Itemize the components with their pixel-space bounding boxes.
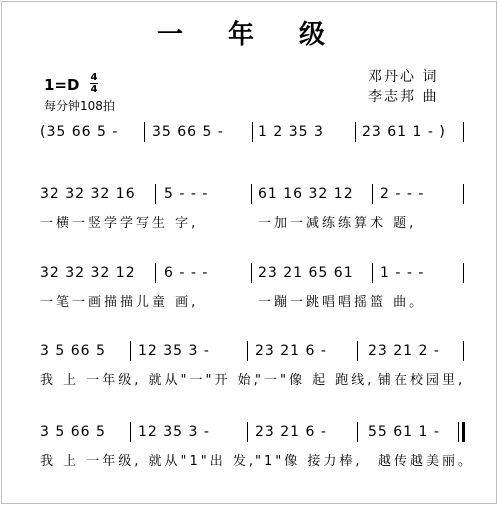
measure-4-3: 23 21 6 - bbox=[255, 343, 327, 359]
lyric-3-2: 一蹦一跳唱唱摇篮 曲。 bbox=[258, 295, 426, 310]
measure-2-1: 32 32 32 16 bbox=[40, 186, 136, 202]
measure-2-2: 5 - - - bbox=[164, 186, 209, 202]
measure-4-4: 23 21 2 - bbox=[368, 343, 440, 359]
lyric-5-3: 越传越美丽。 bbox=[378, 454, 475, 469]
lyric-4-3: 铺在校园里, bbox=[378, 373, 466, 388]
lyric-3-1: 一笔一画描描儿童 画, bbox=[40, 295, 199, 310]
key-signature: 1=D bbox=[44, 76, 80, 94]
lyric-2-1: 一横一竖学学写生 字, bbox=[40, 216, 199, 231]
measure-3-3: 23 21 65 61 bbox=[258, 265, 354, 281]
measure-5-3: 23 21 6 - bbox=[255, 424, 327, 440]
measure-1-3: 1 2 35 3 bbox=[258, 124, 324, 140]
lyric-2-2: 一加一减练练算术 题, bbox=[258, 216, 417, 231]
time-sig-bottom: 4 bbox=[90, 84, 98, 95]
time-signature bbox=[89, 72, 99, 95]
lyricist-credit: 邓丹心 词 bbox=[368, 69, 439, 85]
measure-5-4: 55 61 1 - bbox=[368, 424, 440, 440]
measure-1-2: 35 66 5 - bbox=[152, 124, 224, 140]
lyric-4-2: "一"像 起 跑线, bbox=[255, 373, 375, 388]
lyric-4-1: 我 上 一年级, 就从"一"开 始, bbox=[40, 373, 261, 388]
lyric-5-2: "1"像 接力棒, bbox=[255, 454, 363, 469]
measure-3-2: 6 - - - bbox=[164, 265, 209, 281]
measure-3-4: 1 - - - bbox=[380, 265, 425, 281]
measure-5-2: 12 35 3 - bbox=[138, 424, 210, 440]
measure-4-1: 3 5 66 5 bbox=[40, 343, 106, 359]
measure-5-1: 3 5 66 5 bbox=[40, 424, 106, 440]
measure-3-1: 32 32 32 12 bbox=[40, 265, 136, 281]
time-sig-top: 4 bbox=[90, 72, 98, 83]
measure-2-4: 2 - - - bbox=[380, 186, 425, 202]
song-title: 一 年 级 bbox=[156, 20, 344, 50]
composer-credit: 李志邦 曲 bbox=[368, 89, 439, 105]
measure-4-2: 12 35 3 - bbox=[138, 343, 210, 359]
measure-1-1: (35 66 5 - bbox=[40, 124, 119, 140]
measure-2-3: 61 16 32 12 bbox=[258, 186, 354, 202]
tempo-marking: 每分钟108拍 bbox=[44, 99, 115, 113]
measure-1-4: 23 61 1 - ) bbox=[362, 124, 446, 140]
lyric-5-1: 我 上 一年级, 就从"1"出 发, bbox=[40, 454, 257, 469]
